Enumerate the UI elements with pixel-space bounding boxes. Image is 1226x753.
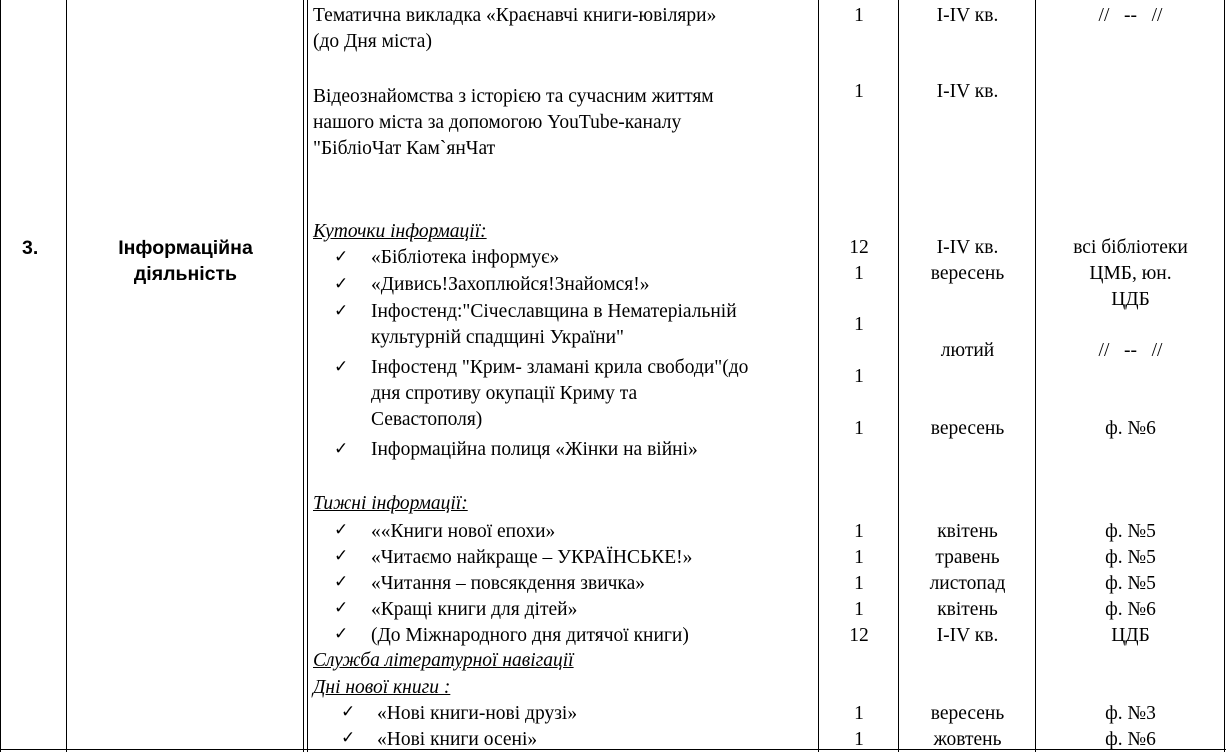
checkmark-icon: ✓ (341, 728, 356, 748)
new-book-item-1-period: вересень (930, 703, 1005, 724)
column-divider-4 (898, 0, 899, 752)
week-item-1-period: квітень (937, 521, 998, 542)
intro-item-2-line-2: нашого міста за допомогою YouTube-каналу (313, 112, 682, 133)
intro-item-1-period: I-IV кв. (936, 5, 999, 26)
column-divider-3 (818, 0, 819, 752)
new-book-item-1: «Нові книги-нові друзі» (377, 703, 578, 724)
corner-responsible-3: ЦДБ (1111, 289, 1150, 310)
corner-responsible-1: всі бібліотеки (1073, 237, 1188, 258)
corner-period-3: лютий (940, 340, 995, 361)
week-item-3-period: листопад (929, 573, 1006, 594)
intro-item-2-line-3: "БібліоЧат Кам`янЧат (313, 138, 496, 159)
new-book-item-1-qty: 1 (854, 703, 864, 724)
week-item-2-period: травень (935, 547, 1000, 568)
checkmark-icon: ✓ (334, 439, 349, 459)
corner-period-1: I-IV кв. (936, 237, 999, 258)
intro-item-1-responsible: // -- // (1098, 5, 1163, 26)
intro-item-2-period: I-IV кв. (936, 81, 999, 102)
checkmark-icon: ✓ (334, 357, 349, 377)
corner-item-4-line-3: Севастополя) (371, 409, 483, 430)
intro-item-1-line-2: (до Дня міста) (313, 31, 432, 52)
week-item-2: «Читаємо найкраще – УКРАЇНСЬКЕ!» (371, 547, 693, 568)
corner-qty-5: 1 (854, 418, 864, 439)
heading-info-weeks: Тижні інформації: (313, 493, 468, 514)
checkmark-icon: ✓ (334, 274, 349, 294)
heading-info-corners: Куточки інформації: (313, 221, 487, 242)
checkmark-icon: ✓ (334, 546, 349, 566)
week-item-1-qty: 1 (854, 521, 864, 542)
week-item-4-responsible: ф. №6 (1105, 599, 1156, 620)
checkmark-icon: ✓ (334, 520, 349, 540)
checkmark-icon: ✓ (334, 598, 349, 618)
corner-responsible-2: ЦМБ, юн. (1089, 263, 1172, 284)
table-border-right (1224, 0, 1225, 752)
intro-item-2-line-1: Відеознайомства з історією та сучасним життям (313, 86, 714, 107)
week-item-5-qty: 12 (849, 625, 869, 646)
corner-item-1: «Бібліотека інформує» (371, 247, 560, 268)
week-item-5-period: I-IV кв. (936, 625, 999, 646)
new-book-item-2-qty: 1 (854, 729, 864, 750)
column-divider-5 (1035, 0, 1036, 752)
corner-item-3-line-1: Інфостенд:"Січеславщина в Нематеріальній (371, 301, 737, 322)
row-number: 3. (22, 237, 39, 259)
checkmark-icon: ✓ (334, 624, 349, 644)
intro-item-2-qty: 1 (854, 81, 864, 102)
intro-item-1-qty: 1 (854, 5, 864, 26)
intro-item-1-line-1: Тематична викладка «Краєнавчі книги-ювіляри» (313, 5, 717, 26)
new-book-item-2: «Нові книги осені» (377, 729, 538, 750)
week-item-3-qty: 1 (854, 573, 864, 594)
corner-period-2: вересень (930, 263, 1005, 284)
corner-qty-3: 1 (854, 314, 864, 335)
section-title-line-1: Інформаційна (118, 237, 253, 259)
corner-item-4-line-2: дня спротиву окупації Криму та (371, 383, 638, 404)
column-divider-2 (303, 0, 308, 752)
week-item-3: «Читання – повсякдення звичка» (371, 573, 646, 594)
week-item-3-responsible: ф. №5 (1105, 573, 1156, 594)
week-item-5: (До Міжнародного дня дитячої книги) (371, 625, 689, 646)
column-divider-1 (66, 0, 67, 752)
checkmark-icon: ✓ (334, 247, 349, 267)
checkmark-icon: ✓ (334, 301, 349, 321)
corner-item-4-line-1: Інфостенд "Крим- зламані крила свободи"(до (371, 357, 749, 378)
table-border-left (0, 0, 1, 752)
corner-qty-4: 1 (854, 366, 864, 387)
week-item-4-period: квітень (937, 599, 998, 620)
corner-period-4: вересень (930, 418, 1005, 439)
corner-responsible-5: ф. №6 (1105, 418, 1156, 439)
week-item-4-qty: 1 (854, 599, 864, 620)
week-item-4: «Кращі книги для дітей» (371, 599, 578, 620)
corner-item-5: Інформаційна полиця «Жінки на війні» (371, 439, 698, 460)
week-item-1-responsible: ф. №5 (1105, 521, 1156, 542)
new-book-item-2-period: жовтень (933, 729, 1002, 750)
new-book-item-2-responsible: ф. №6 (1105, 729, 1156, 750)
corner-responsible-4: // -- // (1098, 340, 1163, 361)
corner-qty-1: 12 (849, 237, 869, 258)
heading-new-book-days: Дні нової книги : (313, 677, 451, 698)
checkmark-icon: ✓ (334, 572, 349, 592)
heading-literary-navigation: Служба літературної навігації (313, 650, 574, 671)
week-item-2-responsible: ф. №5 (1105, 547, 1156, 568)
corner-qty-2: 1 (854, 263, 864, 284)
week-item-1: ««Книги нової епохи» (371, 521, 556, 542)
corner-item-3-line-2: культурній спадщині України" (371, 327, 624, 348)
new-book-item-1-responsible: ф. №3 (1105, 703, 1156, 724)
week-item-2-qty: 1 (854, 547, 864, 568)
week-item-5-responsible: ЦДБ (1111, 625, 1150, 646)
corner-item-2: «Дивись!Захоплюйся!Знайомся!» (371, 274, 650, 295)
section-title-line-2: діяльність (133, 263, 238, 285)
checkmark-icon: ✓ (341, 702, 356, 722)
